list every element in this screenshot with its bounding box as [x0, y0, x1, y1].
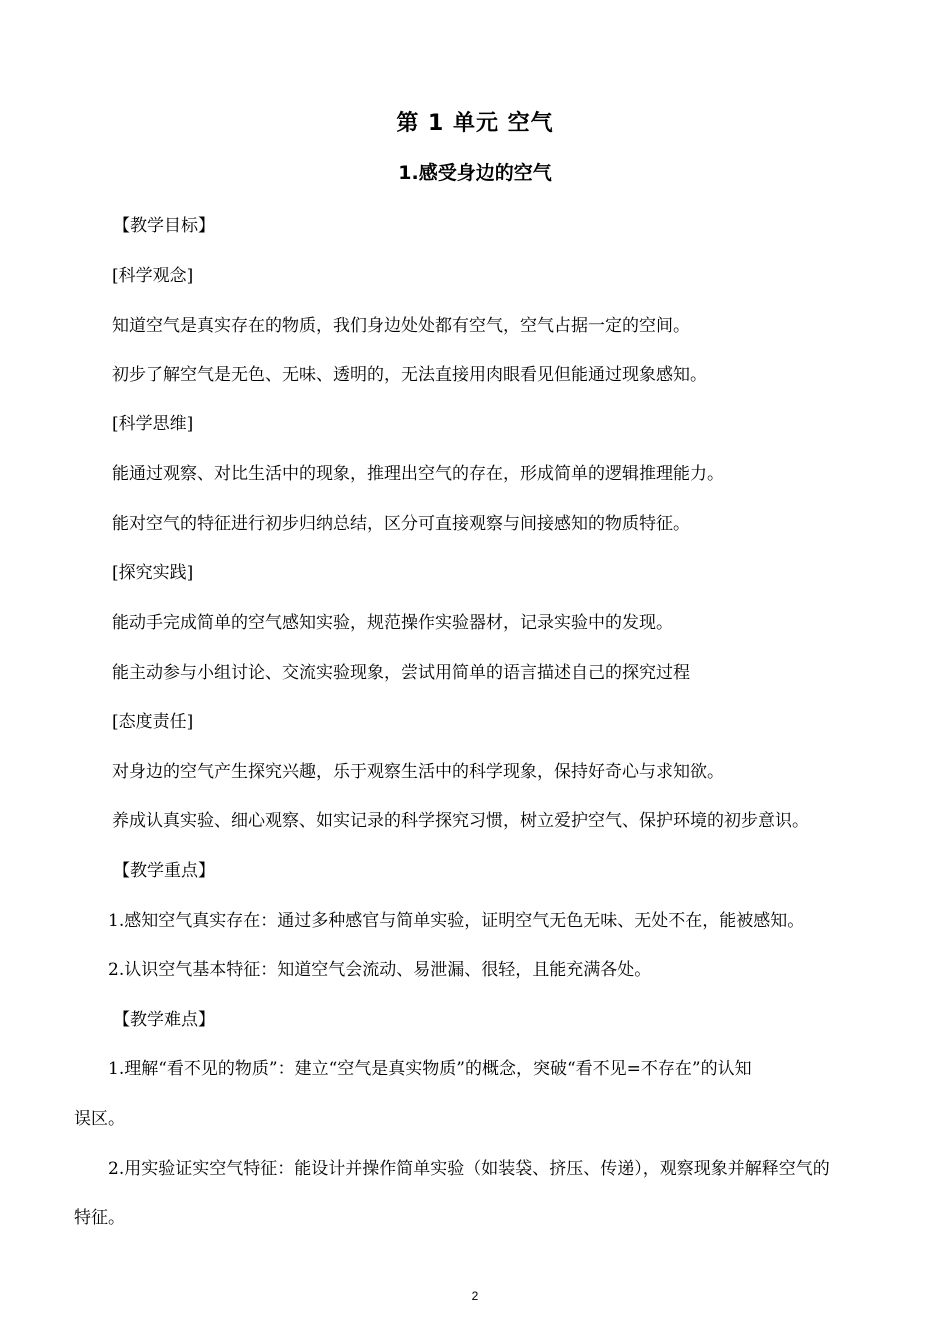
- thinking-paragraph-2: 能对空气的特征进行初步归纳总结，区分可直接观察与间接感知的物质特征。: [112, 514, 690, 534]
- difficulty-1-line-1: 1.理解“看不见的物质”：建立“空气是真实物质”的概念，突破“看不见=不存在”的认知: [108, 1059, 752, 1079]
- concept-paragraph-2: 初步了解空气是无色、无味、透明的，无法直接用肉眼看见但能通过现象感知。: [112, 365, 707, 385]
- attitude-paragraph-2: 养成认真实验、细心观察、如实记录的科学探究习惯，树立爱护空气、保护环境的初步意识。: [112, 811, 809, 831]
- key-points-heading: 【教学重点】: [113, 861, 215, 881]
- concept-heading: [科学观念]: [112, 266, 194, 286]
- page-number: 2: [471, 1289, 479, 1303]
- practice-paragraph-1: 能动手完成简单的空气感知实验，规范操作实验器材，记录实验中的发现。: [112, 613, 673, 633]
- attitude-paragraph-1: 对身边的空气产生探究兴趣，乐于观察生活中的科学现象，保持好奇心与求知欲。: [112, 762, 724, 782]
- key-point-2: 2.认识空气基本特征：知道空气会流动、易泄漏、很轻，且能充满各处。: [108, 960, 652, 980]
- difficulty-2-line-2: 特征。: [74, 1208, 125, 1228]
- objectives-heading: 【教学目标】: [113, 216, 215, 236]
- difficulty-2-line-1: 2.用实验证实空气特征：能设计并操作简单实验（如装袋、挤压、传递），观察现象并解释空气的: [108, 1159, 830, 1179]
- lesson-title: 1.感受身边的空气: [398, 162, 552, 184]
- unit-title: 第 1 单元 空气: [396, 111, 554, 136]
- difficulty-1-line-2: 误区。: [74, 1109, 125, 1129]
- practice-heading: [探究实践]: [112, 563, 194, 583]
- key-point-1: 1.感知空气真实存在：通过多种感官与简单实验，证明空气无色无味、无处不在，能被感知。: [108, 911, 805, 931]
- thinking-heading: [科学思维]: [112, 414, 194, 434]
- attitude-heading: [态度责任]: [112, 712, 194, 732]
- difficulties-heading: 【教学难点】: [113, 1010, 215, 1030]
- practice-paragraph-2: 能主动参与小组讨论、交流实验现象，尝试用简单的语言描述自己的探究过程: [112, 663, 690, 683]
- concept-paragraph-1: 知道空气是真实存在的物质，我们身边处处都有空气，空气占据一定的空间。: [112, 316, 690, 336]
- thinking-paragraph-1: 能通过观察、对比生活中的现象，推理出空气的存在，形成简单的逻辑推理能力。: [112, 464, 724, 484]
